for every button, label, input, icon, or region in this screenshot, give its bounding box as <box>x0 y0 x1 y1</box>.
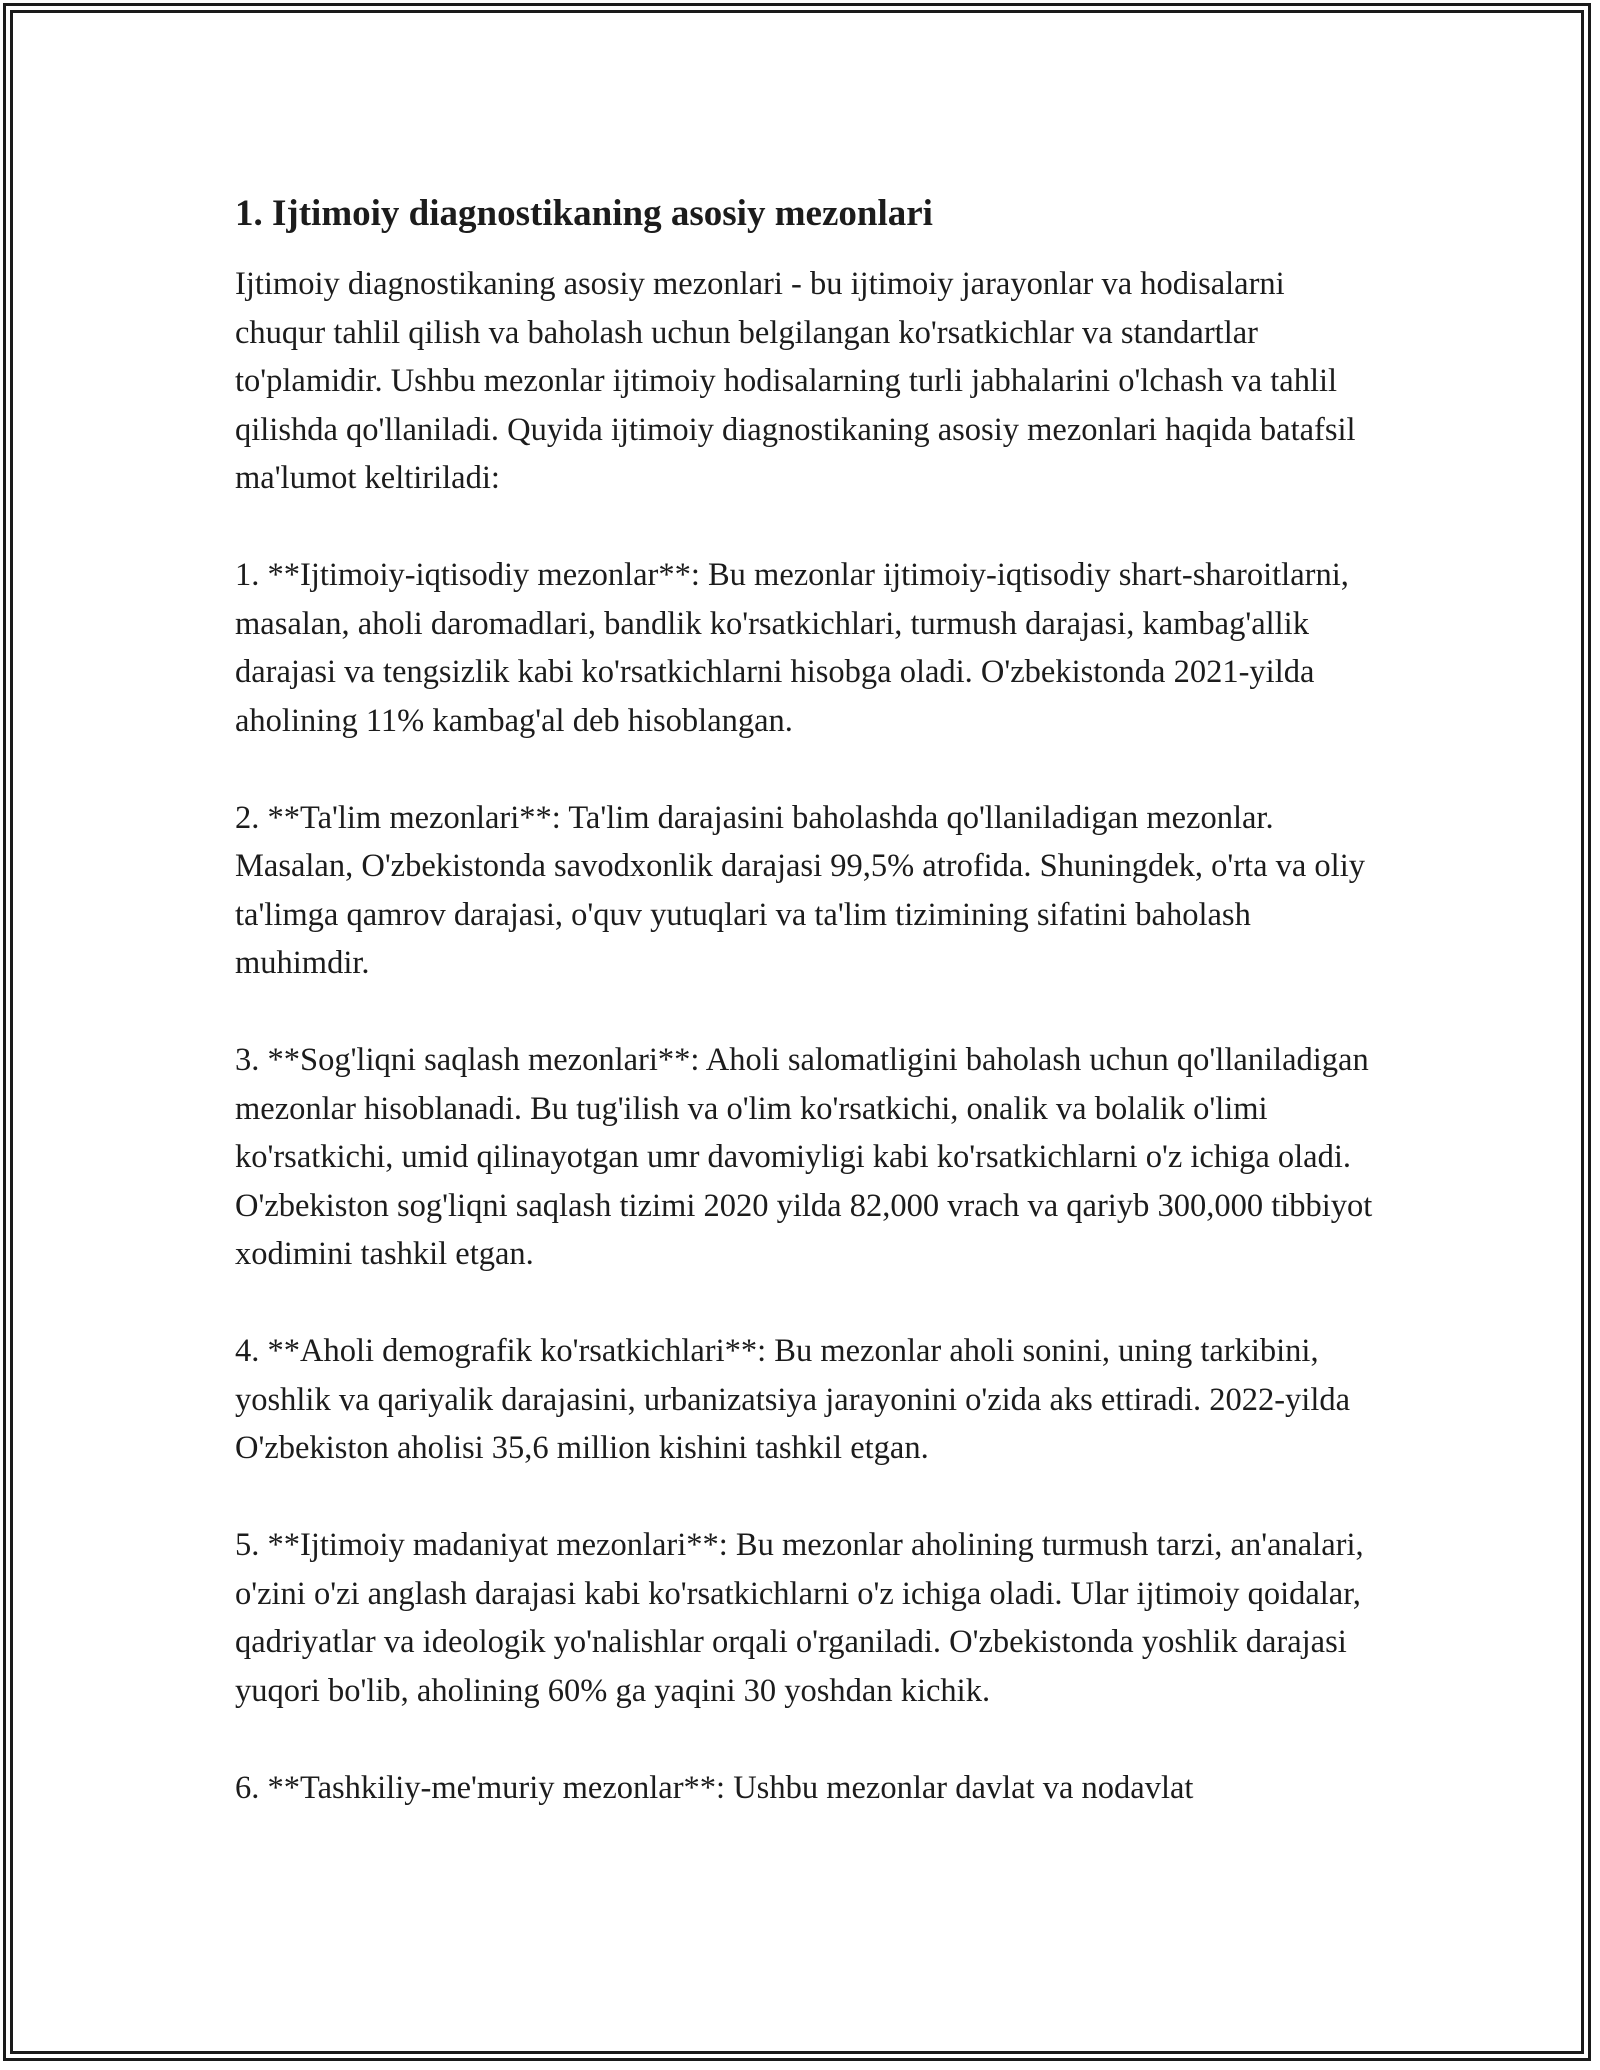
criterion-2-paragraph: 2. **Ta'lim mezonlari**: Ta'lim darajasini baholashda qo'llaniladigan mezonlar. Masalan, O'zbekistonda savodxonlik darajasi 99,5% atrofida. Shuningdek, o'rta va oliy ta'limga qamrov darajasi, o'quv yutuqlari va ta'lim tizimining sifatini baholash muhimdir. <box>235 799 1365 981</box>
criterion-6-paragraph: 6. **Tashkiliy-me'muriy mezonlar**: Ushbu mezonlar davlat va nodavlat <box>235 1769 1194 1806</box>
section-heading: 1. Ijtimoiy diagnostikaning asosiy mezonlari <box>235 193 933 234</box>
document-body <box>235 186 1375 1861</box>
criterion-5-paragraph: 5. **Ijtimoiy madaniyat mezonlari**: Bu mezonlar aholining turmush tarzi, an'analari, o'zini o'zi anglash darajasi kabi ko'rsatkichlarni o'z ichiga oladi. Ular ijtimoiy qoidalar, qadriyatlar va ideologik yo'nalishlar orqali o'rganiladi. O'zbekistonda yoshlik darajasi yuqori bo'lib, aholining 60% ga yaqini 30 yoshdan kichik. <box>235 1527 1364 1709</box>
intro-paragraph: Ijtimoiy diagnostikaning asosiy mezonlari - bu ijtimoiy jarayonlar va hodisalarni chuqur tahlil qilish va baholash uchun belgilangan ko'rsatkichlar va standartlar to'plamidir. Ushbu mezonlar ijtimoiy hodisalarning turli jabhalarini o'lchash va tahlil qilishda qo'llaniladi. Quyida ijtimoiy diagnostikaning asosiy mezonlari haqida batafsil ma'lumot keltiriladi: <box>235 266 1356 496</box>
criterion-4-paragraph: 4. **Aholi demografik ko'rsatkichlari**: Bu mezonlar aholi sonini, uning tarkibini, yoshlik va qariyalik darajasini, urbanizatsiya jarayonini o'zida aks ettiradi. 2022-yilda O'zbekiston aholisi 35,6 million kishini tashkil etgan. <box>235 1333 1351 1466</box>
criterion-1-paragraph: 1. **Ijtimoiy-iqtisodiy mezonlar**: Bu mezonlar ijtimoiy-iqtisodiy shart-sharoitlarni, masalan, aholi daromadlari, bandlik ko'rsatkichlari, turmush darajasi, kambag'allik darajasi va tengsizlik kabi ko'rsatkichlarni hisobga oladi. O'zbekistonda 2021-yilda aholining 11% kambag'al deb hisoblangan. <box>235 557 1349 739</box>
criterion-3-paragraph: 3. **Sog'liqni saqlash mezonlari**: Aholi salomatligini baholash uchun qo'llaniladigan mezonlar hisoblanadi. Bu tug'ilish va o'lim ko'rsatkichi, onalik va bolalik o'limi ko'rsatkichi, umid qilinayotgan umr davomiyligi kabi ko'rsatkichlarni o'z ichiga oladi. O'zbekiston sog'liqni saqlash tizimi 2020 yilda 82,000 vrach va qariyb 300,000 tibbiyot xodimini tashkil etgan. <box>235 1042 1373 1272</box>
